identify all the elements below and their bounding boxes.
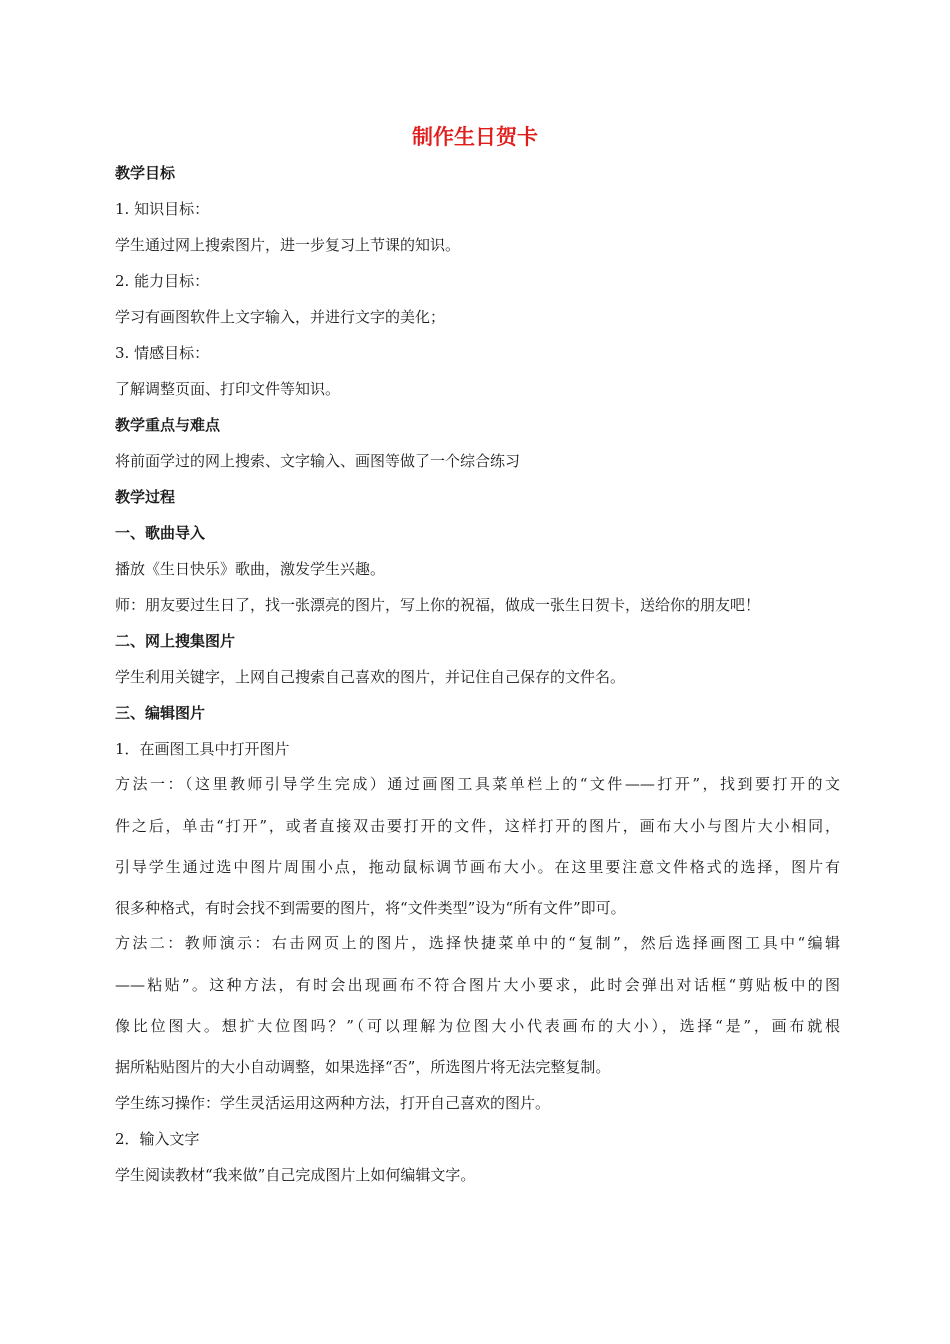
subsection-heading-edit: 三、编辑图片 <box>115 704 206 722</box>
section-heading-key-points: 教学重点与难点 <box>115 416 221 434</box>
paragraph: 师：朋友要过生日了，找一张漂亮的图片，写上你的祝福，做成一张生日贺卡，送给你的朋友吧！ <box>115 596 761 614</box>
section-heading-process: 教学过程 <box>115 488 176 506</box>
section-heading-objectives: 教学目标 <box>115 164 176 182</box>
document-title: 制作生日贺卡 <box>412 125 538 149</box>
paragraph-line: 像比位图大。想扩大位图吗？”（可以理解为位图大小代表画布的大小），选择“是”，画布就根 <box>115 1017 840 1035</box>
paragraph-line: 件之后，单击“打开”，或者直接双击要打开的文件，这样打开的图片，画布大小与图片大小相同， <box>115 817 840 835</box>
paragraph-line: 很多种格式，有时会找不到需要的图片，将“文件类型”设为“所有文件”即可。 <box>115 899 626 917</box>
paragraph-line: 据所粘贴图片的大小自动调整，如果选择“否”，所选图片将无法完整复制。 <box>115 1058 611 1076</box>
subsection-heading-song: 一、歌曲导入 <box>115 524 206 542</box>
paragraph-line: 方法一：（这里教师引导学生完成）通过画图工具菜单栏上的“文件——打开”，找到要打开的文 <box>115 775 840 793</box>
paragraph: 将前面学过的网上搜索、文字输入、画图等做了一个综合练习 <box>115 452 521 470</box>
list-item-knowledge-goal: 1. 知识目标： <box>115 200 210 218</box>
list-item-open-image: 1．在画图工具中打开图片 <box>115 740 290 758</box>
paragraph: 学生练习操作：学生灵活运用这两种方法，打开自己喜欢的图片。 <box>115 1094 551 1112</box>
list-item-input-text: 2．输入文字 <box>115 1130 200 1148</box>
list-item-emotion-goal: 3. 情感目标： <box>115 344 210 362</box>
paragraph: 学习有画图软件上文字输入，并进行文字的美化； <box>115 308 446 326</box>
list-item-ability-goal: 2. 能力目标： <box>115 272 210 290</box>
paragraph: 播放《生日快乐》歌曲，激发学生兴趣。 <box>115 560 386 578</box>
paragraph: 学生通过网上搜索图片，进一步复习上节课的知识。 <box>115 236 461 254</box>
paragraph: 学生利用关键字，上网自己搜索自己喜欢的图片，并记住自己保存的文件名。 <box>115 668 626 686</box>
paragraph-line: 引导学生通过选中图片周围小点，拖动鼠标调节画布大小。在这里要注意文件格式的选择，图片有 <box>115 858 840 876</box>
paragraph-line: ——粘贴”。这种方法，有时会出现画布不符合图片大小要求，此时会弹出对话框“剪贴板中的图 <box>115 976 840 994</box>
paragraph: 学生阅读教材“我来做”自己完成图片上如何编辑文字。 <box>115 1166 476 1184</box>
paragraph: 了解调整页面、打印文件等知识。 <box>115 380 341 398</box>
paragraph-line: 方法二：教师演示：右击网页上的图片，选择快捷菜单中的“复制”，然后选择画图工具中“编辑 <box>115 934 840 952</box>
subsection-heading-search: 二、网上搜集图片 <box>115 632 236 650</box>
